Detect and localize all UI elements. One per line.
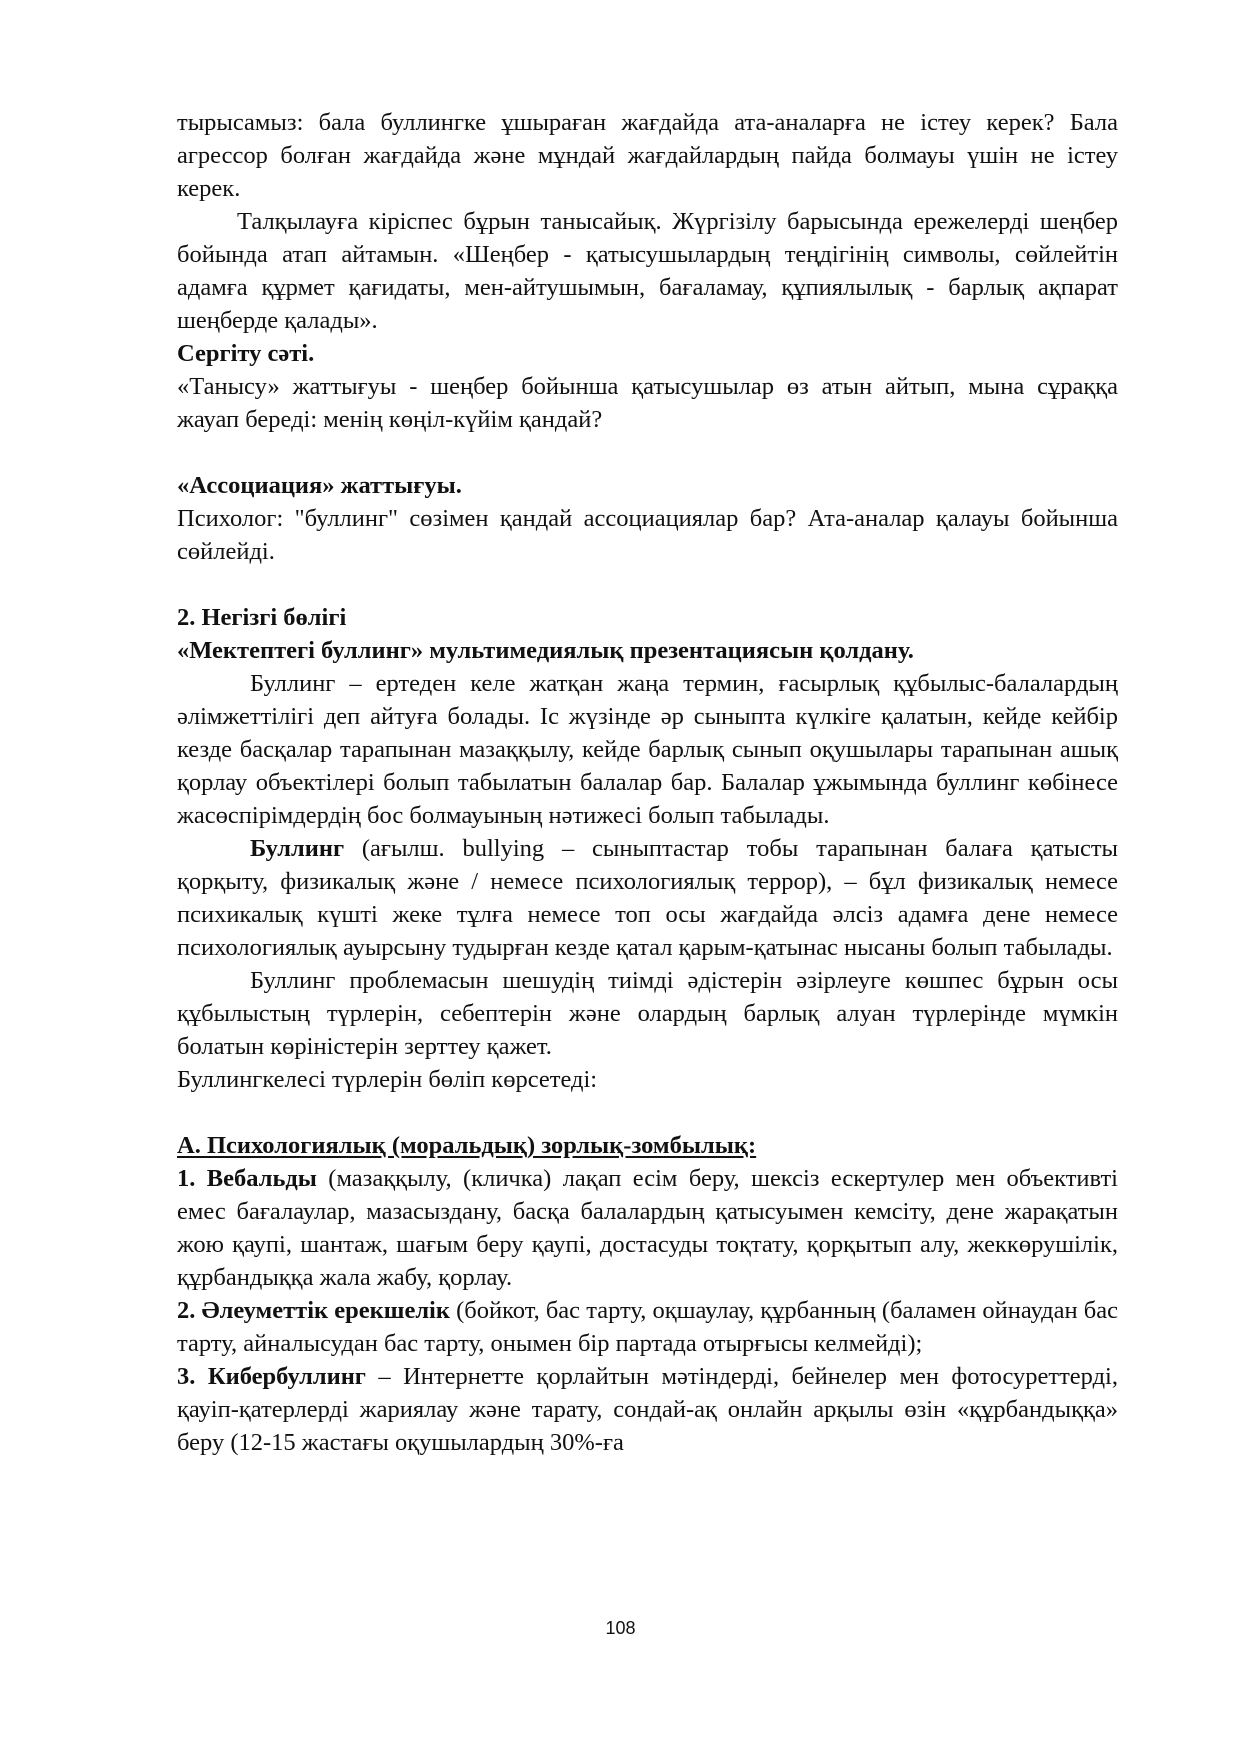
term-bullying: Буллинг [250, 835, 345, 862]
heading-association: «Ассоциация» жаттығуы. [177, 472, 462, 499]
paragraph-rules: Талқылауға кіріспес бұрын танысайық. Жүргізілу барысында ережелерді шеңбер бойында атап айтамын. «Шеңбер - қатысушылардың теңдігінің символы, сөйлейтін адамға құрмет қағидаты, мен-айтушымын, бағаламау, құпиялылық - барлық ақпарат шеңберде қалады». [177, 208, 1118, 334]
spacer [177, 568, 1118, 601]
list-item-verbal [177, 1162, 1118, 1294]
paragraph-types-intro: Буллингкелесі түрлерін бөліп көрсетеді: [177, 1066, 598, 1093]
list-item-verbal-text: (мазаққылу, (кличка) лақап есім беру, шексіз ескертулер мен объективті емес бағалаулар, мазасыздану, басқа балалардың қатысуымен кемсіту, дене жарақатын жою қаупі, шантаж, шағым беру қаупі, достасуды тоқтату, қорқытып алу, жеккөрушілік, құрбандыққа жала жабу, қорлау. [177, 1165, 1118, 1291]
spacer [177, 436, 1118, 469]
heading-main-part: 2. Негізгі бөлігі [177, 604, 347, 631]
definition-text: (ағылш. bullying – сыныптастар тобы тарапынан балаға қатысты қорқыту, физикалық және / немесе психологиялық террор), – бұл физикалық немесе психикалық күшті жеке тұлға немесе топ осы жағдайда әлсіз адамға дене немесе психологиялық ауырсыну тудырған кезде қатал қарым-қатынас нысаны болып табылады. [177, 835, 1118, 961]
paragraph-methods: Буллинг проблемасын шешудің тиімді әдістерін әзірлеуге көшпес бұрын осы құбылыстың түрлерін, себептерін және олардың барлық алуан түрлерінде мүмкін болатын көріністерін зерттеу қажет. [177, 967, 1118, 1060]
list-item-social [177, 1294, 1118, 1360]
list-item-verbal-title: 1. Вебальды [177, 1165, 317, 1192]
spacer [177, 1096, 1118, 1129]
paragraph-tanysu: «Танысу» жаттығуы - шеңбер бойынша қатысушылар өз атын айтып, мына сұраққа жауап береді: менің көңіл-күйім қандай? [177, 373, 1118, 433]
paragraph-intro: тырысамыз: бала буллингке ұшыраған жағдайда ата-аналарға не істеу керек? Бала агрессор болған жағдайда және мұндай жағдайлардың пайда болмауы үшін не істеу керек. [177, 109, 1118, 202]
list-item-social-title: 2. Әлеуметтік ерекшелік [177, 1297, 450, 1324]
list-item-cyberbullying-title: 3. Кибербуллинг [177, 1363, 366, 1390]
document-page [177, 106, 1118, 1459]
list-item-cyberbullying [177, 1360, 1118, 1459]
page-number: 108 [605, 1618, 636, 1638]
heading-presentation: «Мектептегі буллинг» мультимедиялық презентациясын қолдану. [177, 637, 914, 664]
list-item-social-text: (бойкот, бас тарту, оқшаулау, құрбанның (баламен ойнаудан бас тарту, айналысудан бас тарту, онымен бір партада отырғысы келмейді); [177, 1297, 1118, 1357]
paragraph-bullying-intro: Буллинг – ертеден келе жатқан жаңа термин, ғасырлық құбылыс-балалардың әлімжеттілігі деп айтуға болады. Іс жүзінде әр сыныпта күлкіге қалатын, кейде кейбір кезде басқалар тарапынан мазаққылу, кейде барлық сынып оқушылары тарапынан ашық қорлау объектілері болып табылатын балалар бар. Балалар ұжымында буллинг көбінесе жасөспірімдердің бос болмауының нәтижесі болып табылады. [177, 670, 1118, 829]
heading-psychological-violence: А. Психологиялық (моральдық) зорлық-зомбылық: [177, 1132, 757, 1159]
list-item-cyberbullying-text: – Интернетте қорлайтын мәтіндерді, бейнелер мен фотосуреттерді, қауіп-қатерлерді жариялау және тарату, сондай-ақ онлайн арқылы өзін «құрбандыққа» беру (12-15 жастағы оқушылардың 30%-ға [177, 1363, 1118, 1456]
heading-sergitu: Сергіту сәті. [177, 340, 315, 367]
paragraph-psychologist: Психолог: "буллинг" сөзімен қандай ассоциациялар бар? Ата-аналар қалауы бойынша сөйлейді. [177, 505, 1118, 565]
paragraph-bullying-definition [177, 832, 1118, 964]
